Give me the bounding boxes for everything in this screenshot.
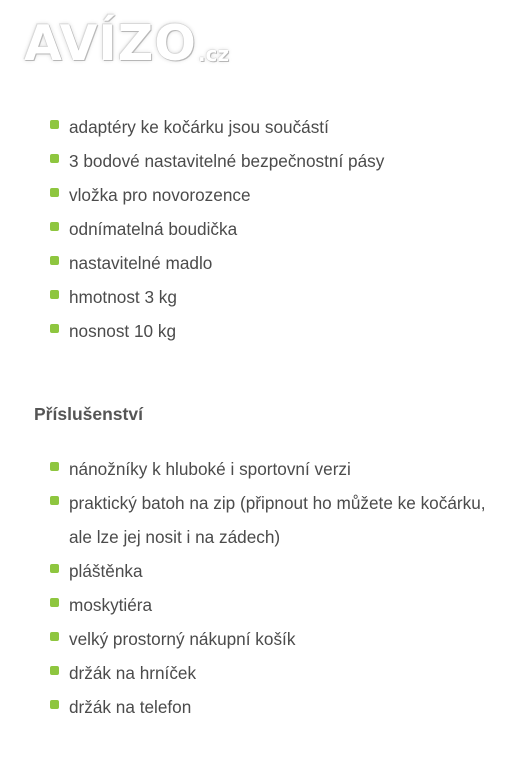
list-item [0, 622, 509, 656]
logo-domain-suffix: .cz [197, 42, 230, 66]
list-item [0, 314, 509, 348]
list-item [0, 110, 509, 144]
list-item [0, 486, 509, 554]
list-item [0, 246, 509, 280]
list-item [0, 212, 509, 246]
list-item [0, 178, 509, 212]
list-item [0, 656, 509, 690]
list-item-text: držák na hrníček [69, 663, 197, 683]
list-item-text: vložka pro novorozence [69, 185, 251, 205]
green-square-bullet-icon [50, 290, 59, 299]
list-item-text: moskytiéra [69, 595, 153, 615]
list-item-text: pláštěnka [69, 561, 143, 581]
green-square-bullet-icon [50, 598, 59, 607]
list-item-text: adaptéry ke kočárku jsou součástí [69, 117, 329, 137]
list-item-text: nánožníky k hluboké i sportovní verzi [69, 459, 351, 479]
list-item-text: nastavitelné madlo [69, 253, 213, 273]
green-square-bullet-icon [50, 632, 59, 641]
green-square-bullet-icon [50, 188, 59, 197]
list-item-text: hmotnost 3 kg [69, 287, 177, 307]
green-square-bullet-icon [50, 324, 59, 333]
green-square-bullet-icon [50, 256, 59, 265]
list-item-text: 3 bodové nastavitelné bezpečnostní pásy [69, 151, 385, 171]
green-square-bullet-icon [50, 462, 59, 471]
green-square-bullet-icon [50, 154, 59, 163]
list-item-text: praktický batoh na zip (připnout ho můžete ke kočárku, ale lze jej nosit i na zádech) [69, 493, 486, 547]
list-item-text: odnímatelná boudička [69, 219, 238, 239]
list-item [0, 554, 509, 588]
list-item-text: velký prostorný nákupní košík [69, 629, 296, 649]
avizo-watermark-logo [24, 12, 230, 72]
list-item [0, 588, 509, 622]
green-square-bullet-icon [50, 666, 59, 675]
green-square-bullet-icon [50, 564, 59, 573]
list-item-text: držák na telefon [69, 697, 192, 717]
green-square-bullet-icon [50, 120, 59, 129]
list-item [0, 144, 509, 178]
list-item-text: nosnost 10 kg [69, 321, 177, 341]
green-square-bullet-icon [50, 222, 59, 231]
green-square-bullet-icon [50, 496, 59, 505]
list-item [0, 280, 509, 314]
green-square-bullet-icon [50, 700, 59, 709]
list-item [0, 690, 509, 724]
logo-main-text: AVÍZO [24, 15, 197, 72]
features-list [0, 110, 509, 348]
accessories-list [0, 452, 509, 724]
accessories-heading: Příslušenství [34, 404, 143, 424]
list-item [0, 452, 509, 486]
